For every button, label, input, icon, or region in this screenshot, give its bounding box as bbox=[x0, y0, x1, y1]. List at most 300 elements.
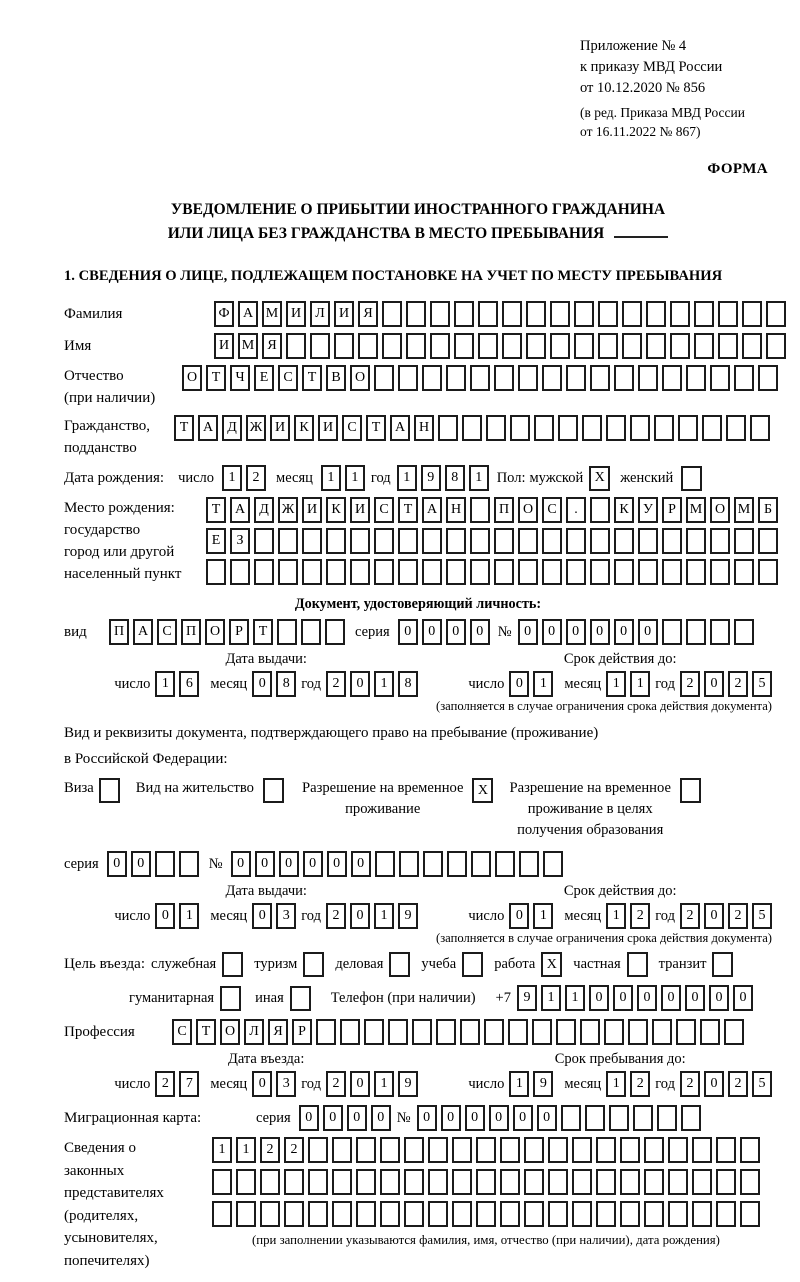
char-cell[interactable]: 1 bbox=[345, 465, 365, 491]
char-cell[interactable] bbox=[404, 1137, 424, 1163]
char-cell[interactable]: 0 bbox=[661, 985, 681, 1011]
char-cell[interactable] bbox=[620, 1137, 640, 1163]
char-cell[interactable]: С bbox=[374, 497, 394, 523]
char-cell[interactable] bbox=[710, 619, 730, 645]
char-cell[interactable]: Ф bbox=[214, 301, 234, 327]
char-cell[interactable]: 1 bbox=[236, 1137, 256, 1163]
edu-residence-checkbox[interactable] bbox=[680, 778, 701, 803]
char-cell[interactable]: 0 bbox=[590, 619, 610, 645]
char-cell[interactable] bbox=[710, 559, 730, 585]
char-cell[interactable]: У bbox=[638, 497, 658, 523]
char-cell[interactable]: 0 bbox=[351, 851, 371, 877]
char-cell[interactable] bbox=[702, 415, 722, 441]
char-cell[interactable]: 0 bbox=[446, 619, 466, 645]
char-cell[interactable] bbox=[598, 301, 618, 327]
char-cell[interactable] bbox=[428, 1169, 448, 1195]
char-cell[interactable]: 0 bbox=[704, 671, 724, 697]
char-cell[interactable] bbox=[734, 528, 754, 554]
char-cell[interactable] bbox=[374, 365, 394, 391]
char-cell[interactable] bbox=[622, 301, 642, 327]
char-cell[interactable] bbox=[742, 301, 762, 327]
char-cell[interactable]: А bbox=[390, 415, 410, 441]
char-cell[interactable]: М bbox=[734, 497, 754, 523]
char-cell[interactable] bbox=[332, 1201, 352, 1227]
char-cell[interactable]: 2 bbox=[728, 903, 748, 929]
char-cell[interactable]: П bbox=[181, 619, 201, 645]
char-cell[interactable]: И bbox=[350, 497, 370, 523]
char-cell[interactable]: 0 bbox=[542, 619, 562, 645]
char-cell[interactable]: Я bbox=[268, 1019, 288, 1045]
char-cell[interactable] bbox=[470, 497, 490, 523]
char-cell[interactable] bbox=[356, 1137, 376, 1163]
char-cell[interactable]: О bbox=[182, 365, 202, 391]
char-cell[interactable] bbox=[364, 1019, 384, 1045]
char-cell[interactable]: 0 bbox=[509, 903, 529, 929]
char-cell[interactable] bbox=[574, 301, 594, 327]
char-cell[interactable]: Ч bbox=[230, 365, 250, 391]
char-cell[interactable]: С bbox=[157, 619, 177, 645]
char-cell[interactable] bbox=[308, 1137, 328, 1163]
char-cell[interactable]: 2 bbox=[680, 1071, 700, 1097]
char-cell[interactable]: Б bbox=[758, 497, 778, 523]
char-cell[interactable] bbox=[750, 415, 770, 441]
char-cell[interactable] bbox=[662, 559, 682, 585]
char-cell[interactable]: 0 bbox=[489, 1105, 509, 1131]
char-cell[interactable]: 0 bbox=[131, 851, 151, 877]
char-cell[interactable] bbox=[356, 1169, 376, 1195]
char-cell[interactable] bbox=[452, 1201, 472, 1227]
char-cell[interactable] bbox=[404, 1169, 424, 1195]
char-cell[interactable] bbox=[716, 1169, 736, 1195]
char-cell[interactable] bbox=[532, 1019, 552, 1045]
char-cell[interactable] bbox=[452, 1137, 472, 1163]
char-cell[interactable] bbox=[718, 301, 738, 327]
char-cell[interactable] bbox=[718, 333, 738, 359]
char-cell[interactable] bbox=[470, 365, 490, 391]
char-cell[interactable] bbox=[694, 333, 714, 359]
char-cell[interactable] bbox=[572, 1169, 592, 1195]
char-cell[interactable]: 2 bbox=[728, 671, 748, 697]
char-cell[interactable] bbox=[542, 528, 562, 554]
char-cell[interactable] bbox=[454, 333, 474, 359]
char-cell[interactable] bbox=[758, 528, 778, 554]
char-cell[interactable]: 1 bbox=[469, 465, 489, 491]
char-cell[interactable] bbox=[326, 528, 346, 554]
char-cell[interactable] bbox=[310, 333, 330, 359]
char-cell[interactable]: 9 bbox=[517, 985, 537, 1011]
char-cell[interactable]: 0 bbox=[350, 1071, 370, 1097]
char-cell[interactable]: 0 bbox=[371, 1105, 391, 1131]
char-cell[interactable] bbox=[657, 1105, 677, 1131]
char-cell[interactable] bbox=[644, 1169, 664, 1195]
char-cell[interactable] bbox=[644, 1137, 664, 1163]
char-cell[interactable] bbox=[502, 301, 522, 327]
char-cell[interactable] bbox=[566, 365, 586, 391]
char-cell[interactable] bbox=[302, 528, 322, 554]
char-cell[interactable]: 8 bbox=[398, 671, 418, 697]
char-cell[interactable]: 0 bbox=[347, 1105, 367, 1131]
char-cell[interactable] bbox=[534, 415, 554, 441]
char-cell[interactable] bbox=[604, 1019, 624, 1045]
char-cell[interactable] bbox=[302, 559, 322, 585]
char-cell[interactable]: С bbox=[172, 1019, 192, 1045]
transit-checkbox[interactable] bbox=[712, 952, 733, 977]
char-cell[interactable]: 5 bbox=[752, 903, 772, 929]
char-cell[interactable] bbox=[724, 1019, 744, 1045]
other-purpose-checkbox[interactable] bbox=[290, 986, 311, 1011]
char-cell[interactable] bbox=[558, 415, 578, 441]
char-cell[interactable]: 3 bbox=[276, 1071, 296, 1097]
char-cell[interactable]: Т bbox=[206, 497, 226, 523]
char-cell[interactable] bbox=[596, 1169, 616, 1195]
char-cell[interactable] bbox=[478, 333, 498, 359]
char-cell[interactable] bbox=[686, 559, 706, 585]
char-cell[interactable]: 0 bbox=[107, 851, 127, 877]
char-cell[interactable]: 1 bbox=[155, 671, 175, 697]
char-cell[interactable] bbox=[340, 1019, 360, 1045]
char-cell[interactable] bbox=[686, 528, 706, 554]
char-cell[interactable] bbox=[510, 415, 530, 441]
char-cell[interactable] bbox=[476, 1169, 496, 1195]
char-cell[interactable]: 9 bbox=[533, 1071, 553, 1097]
char-cell[interactable] bbox=[236, 1169, 256, 1195]
char-cell[interactable] bbox=[582, 415, 602, 441]
char-cell[interactable] bbox=[398, 528, 418, 554]
char-cell[interactable] bbox=[260, 1169, 280, 1195]
char-cell[interactable] bbox=[500, 1137, 520, 1163]
char-cell[interactable] bbox=[470, 528, 490, 554]
char-cell[interactable]: 1 bbox=[212, 1137, 232, 1163]
char-cell[interactable]: 0 bbox=[422, 619, 442, 645]
char-cell[interactable] bbox=[212, 1169, 232, 1195]
char-cell[interactable]: 1 bbox=[606, 903, 626, 929]
char-cell[interactable]: 5 bbox=[752, 671, 772, 697]
char-cell[interactable]: П bbox=[494, 497, 514, 523]
char-cell[interactable]: 0 bbox=[303, 851, 323, 877]
char-cell[interactable] bbox=[462, 415, 482, 441]
char-cell[interactable] bbox=[652, 1019, 672, 1045]
char-cell[interactable]: А bbox=[198, 415, 218, 441]
char-cell[interactable] bbox=[460, 1019, 480, 1045]
char-cell[interactable] bbox=[278, 528, 298, 554]
char-cell[interactable] bbox=[494, 365, 514, 391]
char-cell[interactable] bbox=[236, 1201, 256, 1227]
char-cell[interactable]: Н bbox=[446, 497, 466, 523]
char-cell[interactable]: К bbox=[326, 497, 346, 523]
char-cell[interactable]: О bbox=[518, 497, 538, 523]
char-cell[interactable] bbox=[758, 559, 778, 585]
char-cell[interactable]: С bbox=[342, 415, 362, 441]
char-cell[interactable]: 0 bbox=[613, 985, 633, 1011]
char-cell[interactable]: С bbox=[278, 365, 298, 391]
char-cell[interactable] bbox=[388, 1019, 408, 1045]
char-cell[interactable] bbox=[548, 1169, 568, 1195]
char-cell[interactable] bbox=[572, 1137, 592, 1163]
char-cell[interactable] bbox=[452, 1169, 472, 1195]
char-cell[interactable]: Т bbox=[366, 415, 386, 441]
char-cell[interactable]: 2 bbox=[630, 903, 650, 929]
char-cell[interactable] bbox=[519, 851, 539, 877]
char-cell[interactable]: 0 bbox=[614, 619, 634, 645]
char-cell[interactable]: З bbox=[230, 528, 250, 554]
char-cell[interactable]: 0 bbox=[350, 671, 370, 697]
char-cell[interactable]: Т bbox=[174, 415, 194, 441]
char-cell[interactable] bbox=[446, 365, 466, 391]
char-cell[interactable] bbox=[580, 1019, 600, 1045]
char-cell[interactable] bbox=[404, 1201, 424, 1227]
char-cell[interactable] bbox=[277, 619, 297, 645]
char-cell[interactable]: 0 bbox=[685, 985, 705, 1011]
business-trip-checkbox[interactable] bbox=[222, 952, 243, 977]
char-cell[interactable] bbox=[422, 528, 442, 554]
char-cell[interactable] bbox=[438, 415, 458, 441]
char-cell[interactable]: 0 bbox=[704, 903, 724, 929]
char-cell[interactable] bbox=[572, 1201, 592, 1227]
char-cell[interactable] bbox=[254, 559, 274, 585]
char-cell[interactable]: Я bbox=[262, 333, 282, 359]
char-cell[interactable]: В bbox=[326, 365, 346, 391]
char-cell[interactable]: 0 bbox=[252, 1071, 272, 1097]
char-cell[interactable] bbox=[556, 1019, 576, 1045]
char-cell[interactable] bbox=[590, 497, 610, 523]
char-cell[interactable] bbox=[670, 333, 690, 359]
char-cell[interactable] bbox=[606, 415, 626, 441]
char-cell[interactable]: 0 bbox=[704, 1071, 724, 1097]
char-cell[interactable] bbox=[681, 1105, 701, 1131]
char-cell[interactable] bbox=[446, 528, 466, 554]
char-cell[interactable] bbox=[620, 1169, 640, 1195]
char-cell[interactable] bbox=[646, 301, 666, 327]
char-cell[interactable] bbox=[334, 333, 354, 359]
char-cell[interactable] bbox=[609, 1105, 629, 1131]
char-cell[interactable] bbox=[375, 851, 395, 877]
char-cell[interactable] bbox=[524, 1201, 544, 1227]
char-cell[interactable]: 3 bbox=[276, 903, 296, 929]
char-cell[interactable] bbox=[356, 1201, 376, 1227]
char-cell[interactable] bbox=[662, 365, 682, 391]
char-cell[interactable]: 1 bbox=[606, 1071, 626, 1097]
char-cell[interactable] bbox=[668, 1137, 688, 1163]
char-cell[interactable] bbox=[740, 1169, 760, 1195]
char-cell[interactable] bbox=[676, 1019, 696, 1045]
sex-female-checkbox[interactable] bbox=[681, 466, 702, 491]
char-cell[interactable] bbox=[301, 619, 321, 645]
char-cell[interactable] bbox=[374, 559, 394, 585]
business-checkbox[interactable] bbox=[389, 952, 410, 977]
char-cell[interactable]: 8 bbox=[445, 465, 465, 491]
char-cell[interactable] bbox=[550, 301, 570, 327]
char-cell[interactable]: 0 bbox=[417, 1105, 437, 1131]
char-cell[interactable] bbox=[543, 851, 563, 877]
char-cell[interactable]: 1 bbox=[533, 671, 553, 697]
char-cell[interactable]: 0 bbox=[465, 1105, 485, 1131]
char-cell[interactable]: 1 bbox=[630, 671, 650, 697]
char-cell[interactable]: 0 bbox=[470, 619, 490, 645]
char-cell[interactable]: О bbox=[205, 619, 225, 645]
char-cell[interactable] bbox=[622, 333, 642, 359]
char-cell[interactable] bbox=[284, 1169, 304, 1195]
char-cell[interactable]: 2 bbox=[728, 1071, 748, 1097]
char-cell[interactable] bbox=[502, 333, 522, 359]
char-cell[interactable] bbox=[638, 559, 658, 585]
char-cell[interactable] bbox=[638, 365, 658, 391]
char-cell[interactable]: 9 bbox=[398, 903, 418, 929]
char-cell[interactable] bbox=[716, 1137, 736, 1163]
char-cell[interactable]: 0 bbox=[638, 619, 658, 645]
char-cell[interactable] bbox=[686, 619, 706, 645]
char-cell[interactable]: 0 bbox=[252, 903, 272, 929]
char-cell[interactable]: П bbox=[109, 619, 129, 645]
char-cell[interactable] bbox=[286, 333, 306, 359]
char-cell[interactable]: 0 bbox=[589, 985, 609, 1011]
char-cell[interactable] bbox=[332, 1137, 352, 1163]
char-cell[interactable] bbox=[494, 559, 514, 585]
char-cell[interactable]: 0 bbox=[513, 1105, 533, 1131]
char-cell[interactable] bbox=[398, 559, 418, 585]
char-cell[interactable] bbox=[447, 851, 467, 877]
char-cell[interactable] bbox=[454, 301, 474, 327]
char-cell[interactable] bbox=[326, 559, 346, 585]
char-cell[interactable]: 6 bbox=[179, 671, 199, 697]
char-cell[interactable] bbox=[590, 365, 610, 391]
char-cell[interactable]: 0 bbox=[279, 851, 299, 877]
char-cell[interactable]: 0 bbox=[637, 985, 657, 1011]
humanitarian-checkbox[interactable] bbox=[220, 986, 241, 1011]
char-cell[interactable]: 2 bbox=[326, 903, 346, 929]
char-cell[interactable]: И bbox=[286, 301, 306, 327]
char-cell[interactable]: А bbox=[422, 497, 442, 523]
char-cell[interactable] bbox=[692, 1201, 712, 1227]
char-cell[interactable] bbox=[526, 333, 546, 359]
char-cell[interactable]: М bbox=[262, 301, 282, 327]
char-cell[interactable] bbox=[734, 559, 754, 585]
char-cell[interactable]: 0 bbox=[350, 903, 370, 929]
char-cell[interactable] bbox=[662, 619, 682, 645]
char-cell[interactable]: О bbox=[220, 1019, 240, 1045]
char-cell[interactable] bbox=[548, 1137, 568, 1163]
char-cell[interactable] bbox=[508, 1019, 528, 1045]
char-cell[interactable] bbox=[254, 528, 274, 554]
char-cell[interactable] bbox=[598, 333, 618, 359]
char-cell[interactable]: 2 bbox=[284, 1137, 304, 1163]
char-cell[interactable] bbox=[633, 1105, 653, 1131]
char-cell[interactable] bbox=[398, 365, 418, 391]
work-checkbox[interactable]: X bbox=[541, 952, 562, 977]
char-cell[interactable]: 1 bbox=[321, 465, 341, 491]
char-cell[interactable]: 2 bbox=[326, 1071, 346, 1097]
char-cell[interactable] bbox=[596, 1201, 616, 1227]
char-cell[interactable] bbox=[758, 365, 778, 391]
char-cell[interactable] bbox=[350, 559, 370, 585]
char-cell[interactable] bbox=[278, 559, 298, 585]
char-cell[interactable]: 0 bbox=[441, 1105, 461, 1131]
char-cell[interactable] bbox=[308, 1169, 328, 1195]
char-cell[interactable] bbox=[678, 415, 698, 441]
char-cell[interactable] bbox=[734, 365, 754, 391]
char-cell[interactable] bbox=[710, 528, 730, 554]
char-cell[interactable] bbox=[518, 528, 538, 554]
char-cell[interactable] bbox=[574, 333, 594, 359]
char-cell[interactable] bbox=[518, 559, 538, 585]
char-cell[interactable] bbox=[654, 415, 674, 441]
char-cell[interactable]: О bbox=[710, 497, 730, 523]
char-cell[interactable]: Е bbox=[206, 528, 226, 554]
char-cell[interactable] bbox=[766, 333, 786, 359]
char-cell[interactable] bbox=[179, 851, 199, 877]
char-cell[interactable] bbox=[561, 1105, 581, 1131]
char-cell[interactable] bbox=[500, 1169, 520, 1195]
char-cell[interactable]: 0 bbox=[398, 619, 418, 645]
private-checkbox[interactable] bbox=[627, 952, 648, 977]
char-cell[interactable] bbox=[614, 559, 634, 585]
char-cell[interactable] bbox=[620, 1201, 640, 1227]
char-cell[interactable] bbox=[260, 1201, 280, 1227]
char-cell[interactable]: 1 bbox=[533, 903, 553, 929]
char-cell[interactable] bbox=[406, 333, 426, 359]
char-cell[interactable] bbox=[734, 619, 754, 645]
char-cell[interactable]: 9 bbox=[398, 1071, 418, 1097]
char-cell[interactable]: 0 bbox=[327, 851, 347, 877]
char-cell[interactable] bbox=[644, 1201, 664, 1227]
char-cell[interactable]: Р bbox=[229, 619, 249, 645]
char-cell[interactable]: 0 bbox=[231, 851, 251, 877]
char-cell[interactable]: Н bbox=[414, 415, 434, 441]
char-cell[interactable] bbox=[406, 301, 426, 327]
char-cell[interactable] bbox=[548, 1201, 568, 1227]
char-cell[interactable]: 8 bbox=[276, 671, 296, 697]
char-cell[interactable]: 1 bbox=[509, 1071, 529, 1097]
char-cell[interactable]: 0 bbox=[255, 851, 275, 877]
char-cell[interactable] bbox=[430, 333, 450, 359]
char-cell[interactable] bbox=[518, 365, 538, 391]
char-cell[interactable] bbox=[486, 415, 506, 441]
char-cell[interactable]: 0 bbox=[509, 671, 529, 697]
char-cell[interactable] bbox=[155, 851, 175, 877]
char-cell[interactable] bbox=[494, 528, 514, 554]
char-cell[interactable] bbox=[692, 1137, 712, 1163]
char-cell[interactable]: 9 bbox=[421, 465, 441, 491]
char-cell[interactable] bbox=[566, 559, 586, 585]
char-cell[interactable] bbox=[423, 851, 443, 877]
char-cell[interactable] bbox=[350, 528, 370, 554]
char-cell[interactable] bbox=[206, 559, 226, 585]
char-cell[interactable] bbox=[526, 301, 546, 327]
char-cell[interactable] bbox=[422, 365, 442, 391]
char-cell[interactable]: 0 bbox=[566, 619, 586, 645]
char-cell[interactable]: А bbox=[230, 497, 250, 523]
study-checkbox[interactable] bbox=[462, 952, 483, 977]
char-cell[interactable]: 7 bbox=[179, 1071, 199, 1097]
char-cell[interactable] bbox=[740, 1201, 760, 1227]
char-cell[interactable]: Т bbox=[398, 497, 418, 523]
char-cell[interactable] bbox=[726, 415, 746, 441]
char-cell[interactable] bbox=[700, 1019, 720, 1045]
char-cell[interactable]: 1 bbox=[374, 903, 394, 929]
char-cell[interactable] bbox=[668, 1169, 688, 1195]
char-cell[interactable]: И bbox=[214, 333, 234, 359]
char-cell[interactable] bbox=[478, 301, 498, 327]
char-cell[interactable] bbox=[742, 333, 762, 359]
char-cell[interactable]: 0 bbox=[299, 1105, 319, 1131]
char-cell[interactable] bbox=[692, 1169, 712, 1195]
char-cell[interactable]: 1 bbox=[374, 1071, 394, 1097]
char-cell[interactable] bbox=[325, 619, 345, 645]
char-cell[interactable] bbox=[470, 559, 490, 585]
char-cell[interactable]: И bbox=[334, 301, 354, 327]
char-cell[interactable] bbox=[686, 365, 706, 391]
char-cell[interactable] bbox=[766, 301, 786, 327]
char-cell[interactable]: 0 bbox=[155, 903, 175, 929]
